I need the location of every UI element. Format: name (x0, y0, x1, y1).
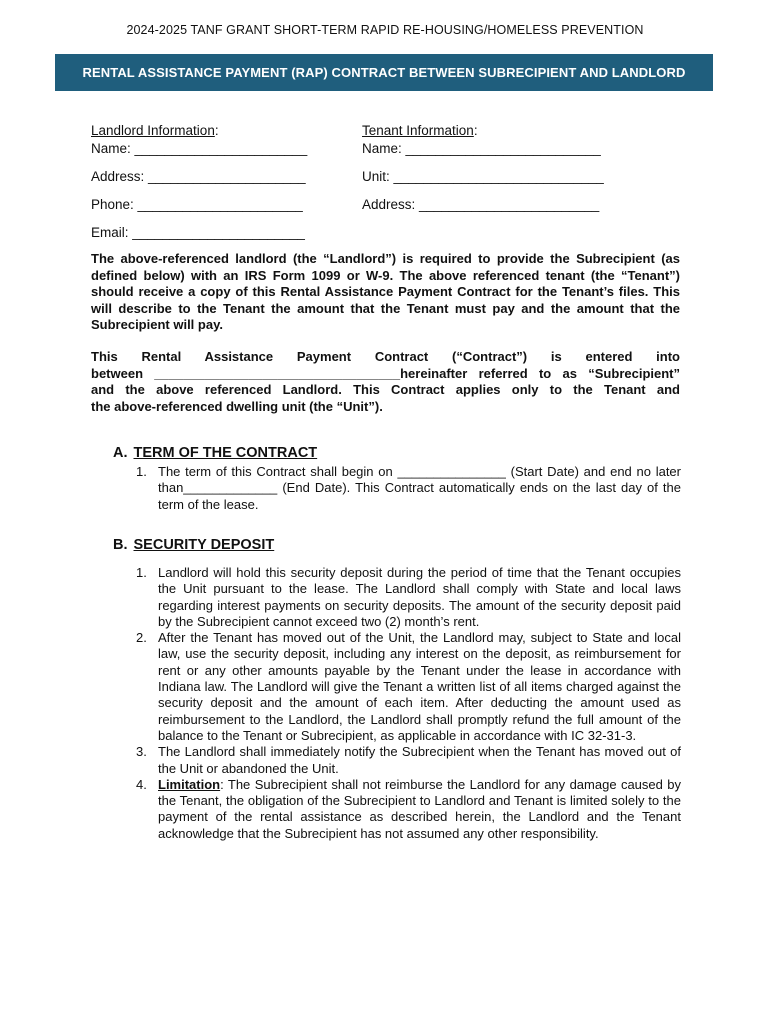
list-item-number: 4. (136, 776, 147, 792)
contract-line-4: the above-referenced dwelling unit (the “Unit”). (91, 398, 383, 414)
landlord-name-field[interactable]: Name: _______________________ (91, 141, 308, 156)
contract-line-2-subrecipient-field[interactable]: between __________________________________hereinafter referred to as “Subrecipient” (91, 365, 680, 381)
contract-line-3: and the above referenced Landlord. This Contract applies only to the Tenant and (91, 382, 680, 397)
section-a-heading (113, 445, 317, 461)
list-item-text: Landlord will hold this security deposit during the period of time that the Tenant occupies the Unit pursuant to the lease. The Landlord shall comply with State and local laws regarding interest payments on security deposits. The amount of the security deposit paid by the Subrecipient cannot exceed two (2) month’s rent. (158, 565, 681, 629)
list-item-number: 3. (136, 744, 147, 760)
limitation-label: Limitation (158, 776, 221, 792)
landlord-email-field[interactable]: Email: _______________________ (91, 225, 305, 240)
document-header: 2024-2025 TANF GRANT SHORT-TERM RAPID RE-HOUSING/HOMELESS PREVENTION (126, 23, 644, 37)
contract-title-banner (55, 54, 713, 91)
tenant-info-block (362, 122, 662, 214)
list-item-text: The Landlord shall immediately notify the Subrecipient when the Tenant has moved out of the Unit or abandoned the Unit. (158, 744, 681, 776)
section-a-letter: A. (113, 445, 128, 461)
list-item (136, 744, 681, 777)
intro-paragraph: The above-referenced landlord (the “Landlord”) is required to provide the Subrecipient (as defined below) with an IRS Form 1099 or W-9. The above referenced tenant (the “Tenant”) should receive a copy of this Rental Assistance Payment Contract for the Tenant’s files. This will describe to the Tenant the amount that the Tenant must pay and the amount that the Subrecipient will pay. (91, 251, 680, 332)
list-item (136, 464, 681, 513)
section-a-title: TERM OF THE CONTRACT (133, 445, 318, 461)
limitation-text: : The Subrecipient shall not reimburse the Landlord for any damage caused by the Tenant, the obligation of the Subrecipient to Landlord and Tenant is limited solely to the payment of the rental assistance as described herein, the Landlord and the Tenant acknowledge that the Subrecipient has not assumed any other responsibility. (158, 776, 681, 841)
contract-line-1: This Rental Assistance Payment Contract (“Contract”) is entered into (91, 349, 680, 364)
list-item-number: 1. (136, 565, 147, 580)
tenant-address-field[interactable]: Address: ________________________ (362, 197, 600, 212)
section-b-list (136, 565, 681, 842)
list-item-number: 1. (136, 464, 147, 479)
list-item-number: 2. (136, 630, 147, 646)
list-item-text: After the Tenant has moved out of the Unit, the Landlord may, subject to State and local law, use the security deposit, including any interest on the deposit, as reimbursement for rent or any other amounts payable by the Tenant under the lease in accordance with Indiana law. The Landlord will give the Tenant a written list of all items charged against the security deposit and the amount of each item. After deducting the amount used as reimbursement to the Landlord, the Landlord shall promptly refund the full amount of the balance to the Tenant or Subrecipient, as applicable in accordance with IC 32-31-3. (158, 630, 681, 743)
contract-paragraph (91, 349, 680, 415)
landlord-info-block (91, 122, 351, 242)
section-b-title: SECURITY DEPOSIT (133, 537, 275, 553)
contract-title: RENTAL ASSISTANCE PAYMENT (RAP) CONTRACT BETWEEN SUBRECIPIENT AND LANDLORD (82, 65, 686, 80)
list-item (136, 565, 681, 630)
tenant-info-heading: Tenant Information: (362, 123, 478, 138)
section-b-heading (113, 537, 274, 553)
landlord-phone-field[interactable]: Phone: ______________________ (91, 197, 303, 212)
list-item (136, 630, 681, 744)
list-item (136, 777, 681, 842)
landlord-info-heading: Landlord Information: (91, 123, 219, 138)
section-a-list (136, 464, 681, 513)
tenant-name-field[interactable]: Name: __________________________ (362, 141, 601, 156)
section-b-letter: B. (113, 537, 128, 553)
term-dates-field[interactable]: The term of this Contract shall begin on _______________ (Start Date) and end no later than_____________ (End Date). This Contract automatically ends on the last day of the term of the lease. (158, 464, 681, 512)
tenant-unit-field[interactable]: Unit: ____________________________ (362, 169, 604, 184)
landlord-address-field[interactable]: Address: _____________________ (91, 169, 306, 184)
list-item-text (158, 777, 681, 842)
